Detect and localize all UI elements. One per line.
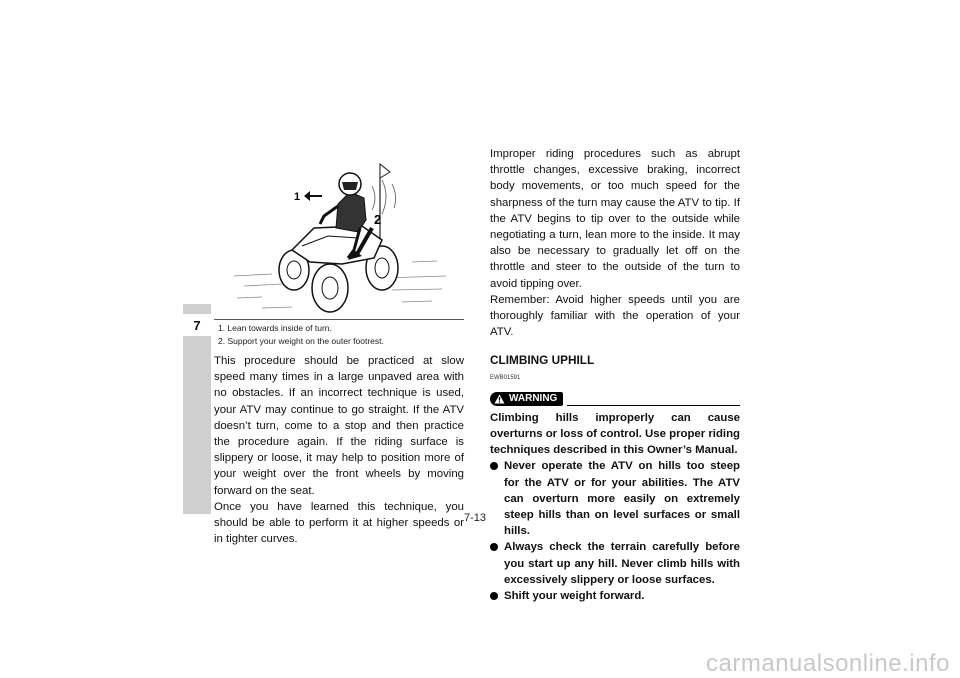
figure-captions xyxy=(218,322,468,348)
list-item xyxy=(490,458,740,539)
warning-badge xyxy=(490,392,563,406)
warning-text: Climbing hills improperly can cause overturns or loss of control. Use proper riding techniques described in this Owner’s Manual. xyxy=(490,411,740,457)
warning-header xyxy=(490,388,740,406)
page-number: 7-13 xyxy=(464,512,487,524)
body-paragraph: Improper riding procedures such as abrupt throttle changes, excessive braking, incorrect body movements, or too much speed for the sharpness of the turn may cause the ATV to tip. If the ATV begins to tip over to the outside while negotiating a turn, lean more to the inside. It may also be necessary to gradually let off on the throttle and steer to the outside of the turn to avoid tipping over. xyxy=(490,148,740,290)
body-paragraph: This procedure should be practiced at slow speed many times in a large unpaved area with no obstacles. If an incorrect technique is used, your ATV may continue to go straight. If the ATV doesn’t turn, come to a stop and then practice the procedure again. If the riding surface is slippery or loose, it may help to position more of your weight over the front wheels by moving forward on the seat. xyxy=(214,355,464,497)
section-heading: CLIMBING UPHILL xyxy=(490,353,595,368)
atv-turning-illustration xyxy=(232,158,448,320)
body-paragraph: Once you have learned this technique, you should be able to perform it at higher speeds or in tighter curves. xyxy=(214,500,464,546)
caption-item: 1. Lean towards inside of turn. xyxy=(218,323,332,333)
bullet-icon xyxy=(490,592,498,600)
warning-triangle-icon xyxy=(494,394,505,404)
list-item xyxy=(490,588,740,604)
callout-2: 2 xyxy=(374,212,382,227)
warning-label: WARNING xyxy=(509,392,558,404)
caption-item: 2. Support your weight on the outer footrest. xyxy=(218,336,384,346)
left-column xyxy=(214,353,464,547)
warning-rule xyxy=(567,405,740,406)
caption-divider xyxy=(214,319,464,320)
chapter-tab: 7 xyxy=(183,314,211,336)
list-item xyxy=(490,539,740,588)
section-code: EWB01591 xyxy=(490,374,521,381)
bullet-text: Shift your weight forward. xyxy=(504,590,645,603)
bullet-icon xyxy=(490,543,498,551)
body-paragraph: Remember: Avoid higher speeds until you are thoroughly familiar with the operation of your ATV. xyxy=(490,293,740,339)
bullet-text: Always check the terrain carefully before you start up any hill. Never climb hills with excessively slippery or loose surfaces. xyxy=(504,541,740,586)
bullet-icon xyxy=(490,462,498,470)
callout-1: 1 xyxy=(294,191,301,203)
watermark: carmanualsonline.info xyxy=(706,650,950,677)
bullet-text: Never operate the ATV on hills too steep for the ATV or for your abilities. The ATV can overturn more easily on extremely steep hills than on level surfaces or small hills. xyxy=(504,460,740,538)
warning-bullets xyxy=(490,458,740,604)
right-column xyxy=(490,146,740,604)
